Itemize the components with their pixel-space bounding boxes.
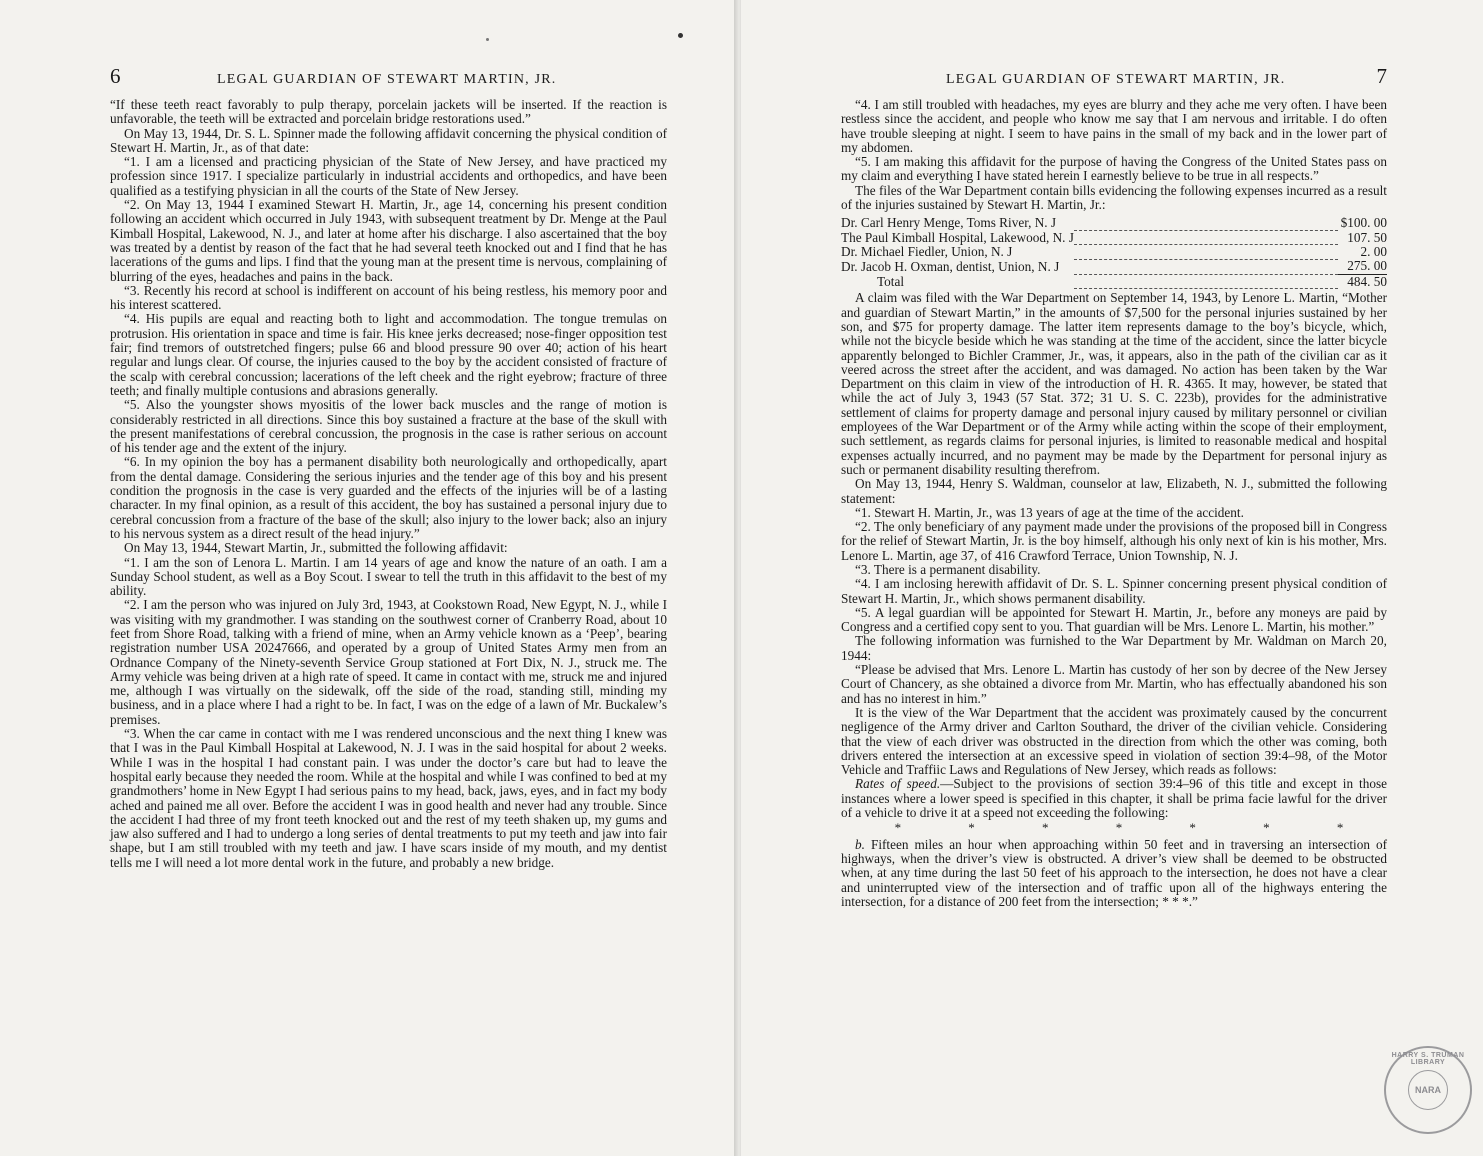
right-page-number: 7 (1376, 64, 1387, 88)
ellipsis-stars (841, 821, 1387, 835)
expense-total-amount: 484. 50 (1347, 273, 1387, 289)
expense-row (841, 259, 1387, 274)
right-paragraph: “3. There is a permanent disability. (855, 562, 1041, 577)
star: * (1115, 820, 1123, 836)
right-paragraph: “Please be advised that Mrs. Lenore L. Martin has custody of her son by decree of the New Jersey Court of Chancery, as she obtained a divorce from Mr. Martin, who has effectually abandoned his son and has no interest in him.” (841, 662, 1387, 706)
star: * (1189, 820, 1196, 836)
stamp-center: NARA (1408, 1070, 1448, 1110)
expense-amount: 275. 00 (1338, 259, 1387, 274)
right-running-head (841, 64, 1387, 89)
leader-dots (1074, 274, 1338, 289)
right-paragraph: “5. A legal guardian will be appointed for Stewart H. Martin, Jr., before any moneys are paid by Congress and a certified copy sent to you. That guardian will be Mrs. Lenore L. Martin, his mother.” (841, 604, 1387, 635)
expense-row (841, 245, 1387, 259)
star: * (1042, 820, 1049, 836)
left-paragraph: On May 13, 1944, Stewart Martin, Jr., submitted the following affidavit: (124, 540, 508, 556)
right-page (741, 0, 1483, 1156)
right-paragraph: The following information was furnished to the War Department by Mr. Waldman on March 20, 1944: (841, 633, 1387, 663)
right-body-text (841, 98, 1387, 909)
expense-amount: 2. 00 (1360, 243, 1387, 259)
clause-letter: b. (855, 836, 865, 852)
left-paragraph: “3. When the car came in contact with me I was rendered unconscious and the next thing I knew was that I was in the Paul Kimball Hospital at Lakewood, N. J. I was in the said hospital for about 2 weeks. While I was in the hospital I had constant pain. I was under the doctor’s care but had to leave the hospital early because they needed the room. While at the hospital and while I was confined to bed at my grandmothers’ home in New Egypt I had serious pains to my head, back, jaws, eyes, and in fact my body ached and pained me all over. Before the accident I was in good health and never had any trouble. Since the accident I had three of my front teeth knocked out and the rest of my teeth shaken up, my gums and jaw also suffered and I had to undergo a long series of dental treatments to put my teeth and jaw into fair shape, but I am still troubled with my teeth and jaw. I have scars inside of my mouth, and my dentist tells me I will need a lot more dental work in the future, and probably a new bridge. (110, 726, 667, 870)
star: * (894, 820, 902, 836)
left-paragraph: “1. I am a licensed and practicing physician of the State of New Jersey, and have practiced my profession since 1917. I specialize particularly in industrial accidents and orthopedics, and have been qualified as a testifying physician in all the courts of the State of New Jersey. (110, 154, 667, 198)
expense-name: Dr. Carl Henry Menge, Toms River, N. J (841, 215, 1057, 231)
expense-name: Dr. Jacob H. Oxman, dentist, Union, N. J (841, 258, 1060, 274)
expense-name: Dr. Michael Fiedler, Union, N. J (841, 243, 1013, 259)
left-paragraph: “2. I am the person who was injured on July 3rd, 1943, at Cookstown Road, New Egypt, N. J., while I was visiting with my grandmother. I was standing on the southwest corner of Cranberry Road, about 10 feet from Shore Road, talking with a friend of mine, when an Army vehicle known as a ‘Peep’, bearing registration number USA 20247666, and operated by a group of United States Army men from an Ordnance Company of the Ninety-seventh Service Group stationed at Fort Dix, N. J., struck me. The Army vehicle was being driven at a high rate of speed. It came in contact with me, struck me and injured me, although I was virtually on the sidewalk, off the side of the road, standing still, minding my business, and in a place where I had a right to be. In fact, I was on the edge of a lawn of Mr. Buckalew’s premises. (110, 597, 667, 727)
leader-dots (1074, 231, 1338, 245)
expense-row (841, 231, 1387, 245)
left-running-head (110, 64, 667, 89)
leader-dots (1074, 259, 1338, 274)
clause-text: Fifteen miles an hour when approaching within 50 feet and in traversing an intersection of highways, when the driver’s view is obstructed. A driver’s view shall be deemed to be obstructed when, at any time during the last 50 feet of his approach to the intersection, he does not have a clear and uninterrupted view of the intersection and of traffic upon all of the highways entering the intersection, for a distance of 200 feet from the intersection; * * *.” (841, 836, 1387, 909)
scan-speck (486, 38, 489, 41)
left-running-title: LEGAL GUARDIAN OF STEWART MARTIN, JR. (217, 72, 557, 87)
leader-dots (1074, 245, 1338, 259)
right-running-title: LEGAL GUARDIAN OF STEWART MARTIN, JR. (946, 72, 1286, 87)
left-paragraph: “4. His pupils are equal and reacting both to light and accommodation. The tongue tremulas on protrusion. His orientation in space and time is fair. His knee jerks decreased; nose-finger opposition test fair; find tremors of outstretched fingers; pulse 66 and blood pressure 90 over 40; action of his heart regular and lungs clear. Of course, the injuries caused to the boy by the accident consisted of fracture of the scalp with cerebral concussion; lacerations of the left cheek and the right eyebrow; fracture of three teeth; and finally multiple contusions and abrasions generally. (110, 311, 667, 398)
left-paragraph: On May 13, 1944, Dr. S. L. Spinner made the following affidavit concerning the physical condition of Stewart H. Martin, Jr., as of that date: (110, 125, 667, 155)
left-paragraph: “6. In my opinion the boy has a permanent disability both neurologically and orthopedically, apart from the dental damage. Considering the serious injuries and the tender age of this boy and his present condition the prognosis in the case is very guarded and the effects of the injuries will be of a lasting character. In my final opinion, as a result of this accident, the boy has sustained a personal injury due to cerebral concussion from a fracture of the base of the skull; also injury to the lower back; also an injury to his nervous system as a direct result of the head injury.” (110, 454, 667, 541)
star: * (1336, 820, 1344, 836)
statute-text: —Subject to the provisions of section 39:4–96 of this title and except in those instances where a lower speed is specified in this chapter, it shall be prima facie lawful for the driver of a vehicle to drive it at a speed not exceeding the following: (841, 776, 1387, 821)
star: * (1263, 820, 1270, 836)
statute-quote (841, 777, 1387, 820)
library-stamp (1384, 1046, 1472, 1134)
left-paragraph: “2. On May 13, 1944 I examined Stewart H. Martin, Jr., age 14, concerning his present condition following an accident which occurred in July 1943, with subsequent treatment by Dr. Menge at the Paul Kimball Hospital, Lakewood, N. J., and later at home after his discharge. I also ascertained that the boy was treated by a dentist by reason of the fact that he had several teeth knocked out and I find that he has lacerations of the gums and lips. I find that the young man at the present time is nervous, complaining of blurring of the eyes, headaches and pains in the back. (110, 197, 667, 284)
left-body-text (110, 98, 667, 870)
scan-speck (678, 33, 683, 38)
expenses-table (841, 216, 1387, 289)
expense-total-row (841, 274, 1387, 289)
expense-amount: 107. 50 (1347, 229, 1387, 245)
left-paragraph: “If these teeth react favorably to pulp therapy, porcelain jackets will be inserted. If the reaction is unfavorable, the teeth will be extracted and porcelain bridge restorations used.” (110, 97, 667, 127)
right-paragraph: On May 13, 1944, Henry S. Waldman, counselor at law, Elizabeth, N. J., submitted the following statement: (841, 476, 1387, 506)
statute-clause (841, 838, 1387, 909)
right-paragraph: “1. Stewart H. Martin, Jr., was 13 years of age at the time of the accident. (855, 504, 1244, 520)
star: * (968, 820, 975, 836)
leader-dots (1074, 216, 1338, 230)
expense-row (841, 216, 1387, 230)
left-paragraph: “1. I am the son of Lenora L. Martin. I am 14 years of age and know the nature of an oath. I am a Sunday School student, as well as a Boy Scout. I swear to tell the truth in this affidavit to the best of my ability. (110, 554, 667, 599)
right-paragraph: “4. I am still troubled with headaches, my eyes are blurry and they ache me very often. I have been restless since the accident, and people who know me say that I am nervous and irritable. I do often have trouble sleeping at night. I seem to have pains in the small of my back and in the lower part of my abdomen. (841, 97, 1387, 155)
left-paragraph: “5. Also the youngster shows myositis of the lower back muscles and the range of motion is considerably restricted in all directions. Since this boy sustained a fracture at the base of the skull with the present manifestations of cerebral concussion, the prognosis in the case is rather serious on account of his tender age and the extent of the injury. (110, 397, 667, 456)
right-paragraph: It is the view of the War Department that the accident was proximately caused by the concurrent negligence of the Army driver and Carlton Southard, the driver of the civilian vehicle. Considering that the view of each driver was obstructed in the direction from which the other was coming, both drivers entered the intersection at an excessive speed in violation of section 39:4–98, of the Motor Vehicle and Traffiic Laws and Regulations of New Jersey, which reads as follows: (841, 704, 1387, 778)
right-paragraph: The files of the War Department contain bills evidencing the following expenses incurred as a result of the injuries sustained by Stewart H. Martin, Jr.: (841, 182, 1387, 213)
left-page-number: 6 (110, 64, 121, 88)
expense-name: The Paul Kimball Hospital, Lakewood, N. J (841, 229, 1074, 245)
statute-heading: Rates of speed. (855, 776, 941, 792)
right-paragraph: “4. I am inclosing herewith affidavit of Dr. S. L. Spinner concerning present physical condition of Stewart H. Martin, Jr., which shows permanent disability. (841, 576, 1387, 606)
expense-total-label: Total (877, 273, 905, 289)
left-page (0, 0, 737, 1156)
right-paragraph: A claim was filed with the War Department on September 14, 1943, by Lenore L. Martin, “Mother and guardian of Stewart Martin,” in the amounts of $7,500 for the personal injuries sustained by her son, and $75 for property damage. The latter item represents damage to the boy’s bicycle, which, while not the bicycle beside which he was standing at the time of the accident, since the latter bicycle apparently belonged to Bichler Crammer, Jr., was, it appears, also in the path of the civilian car as it veered across the street after the accident, and was damaged. No action has been taken by the War Department on this claim in view of the introduction of H. R. 4365. It may, however, be stated that while the act of July 3, 1943 (57 Stat. 372; 31 U. S. C. 223b), provides for the administrative settlement of claims for property damage and personal injury caused by military personnel or civilian employees of the War Department or of the Army while acting within the scope of their employment, such settlement, as regards claims for personal injuries, is limited to reasonable medical and hospital expenses actually incurred, and no payment may be made by the Department for personal injury as such or permanent disability resulting therefrom. (841, 290, 1387, 477)
expense-amount: $100. 00 (1340, 215, 1387, 231)
stamp-ring-text: HARRY S. TRUMAN LIBRARY (1391, 1052, 1465, 1066)
right-paragraph: “2. The only beneficiary of any payment made under the provisions of the proposed bill in Congress for the relief of Stewart Martin, Jr. is the boy himself, although his only next of kin is his mother, Mrs. Lenore L. Martin, age 37, of 416 Crawford Terrace, Union Township, N. J. (841, 519, 1387, 563)
left-paragraph: “3. Recently his record at school is indifferent on account of his being restless, his memory poor and his interest scattered. (110, 282, 667, 313)
right-paragraph: “5. I am making this affidavit for the purpose of having the Congress of the United States pass on my claim and everything I have stated herein I earnestly believe to be true in all respects.” (841, 154, 1387, 184)
